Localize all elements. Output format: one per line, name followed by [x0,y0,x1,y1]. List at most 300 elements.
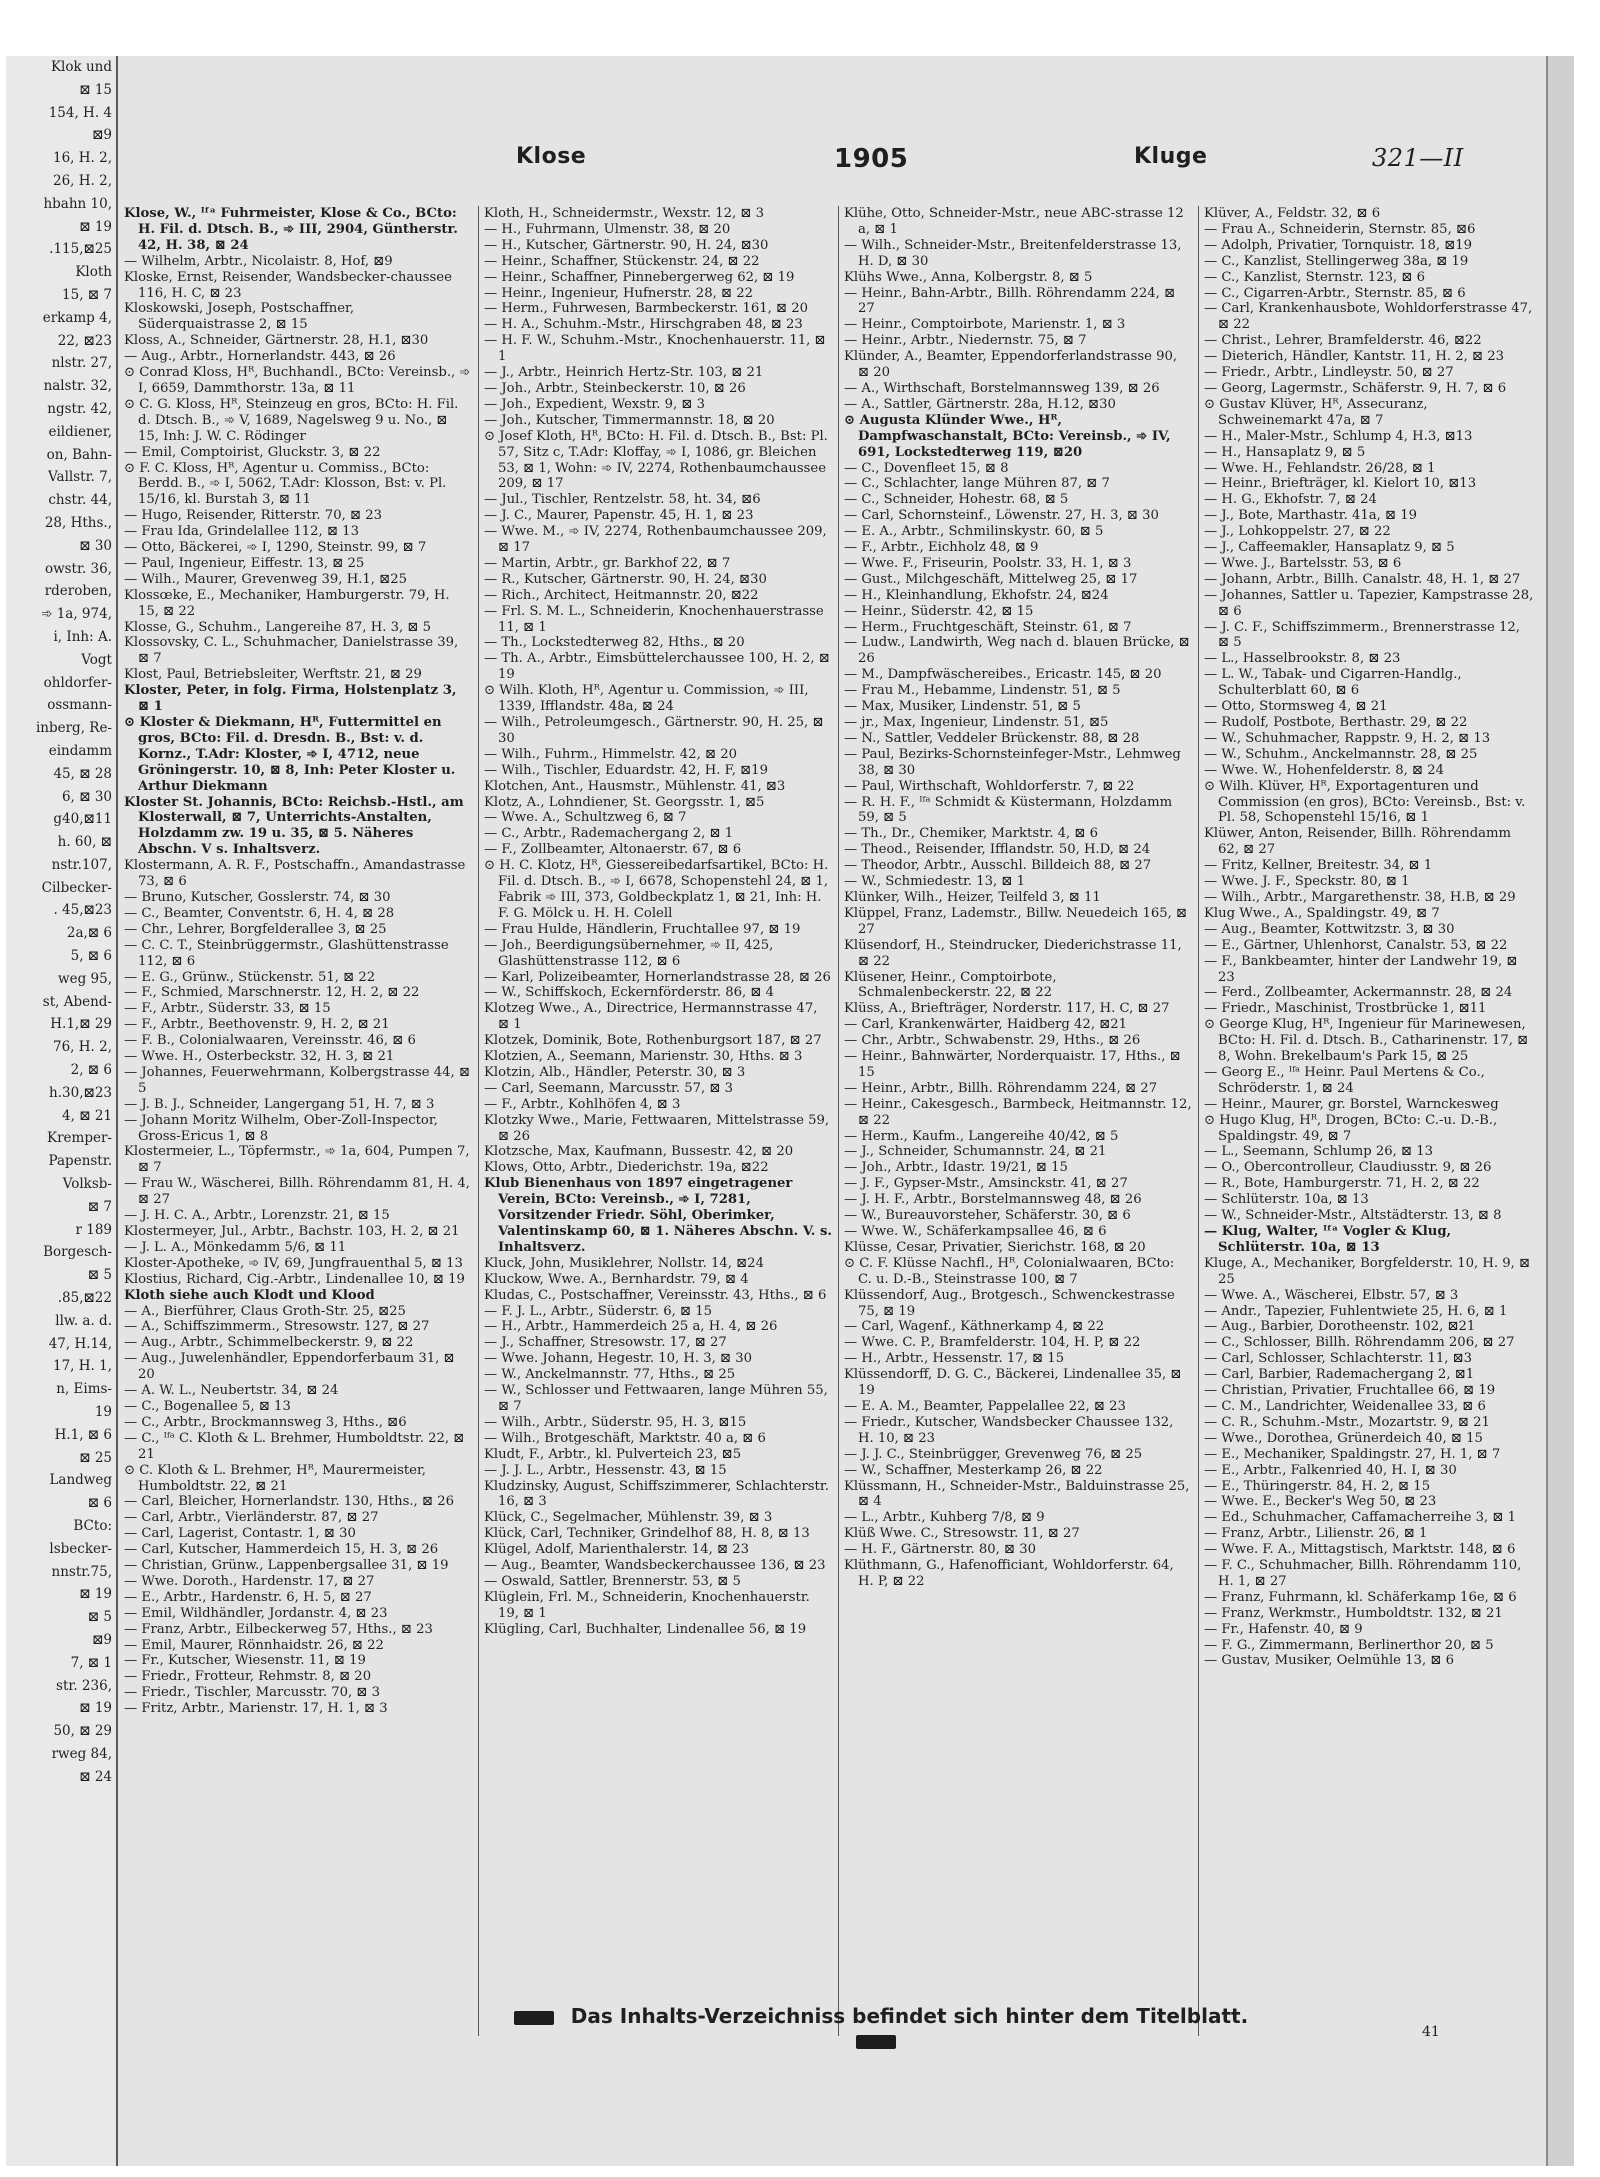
gutter-fragment: rderoben, [44,583,112,600]
gutter-fragment: 2a,⊠ 6 [66,925,112,942]
gutter-fragment: i, Inh: A. [53,628,112,645]
gutter-fragment: ohldorfer- [43,674,112,691]
directory-entry: — Wilhelm, Arbtr., Nicolaistr. 8, Hof, ⊠9 [124,253,393,269]
directory-entry: — Heinr., Arbtr., Niedernstr. 75, ⊠ 7 [844,333,1087,349]
directory-entry: — Heinr., Arbtr., Billh. Röhrendamm 224, ⊠ 27 [844,1080,1158,1096]
gutter-fragment: Kloth [75,264,112,281]
directory-entry: — Th., Lockstedterweg 82, Hths., ⊠ 20 [484,635,745,651]
directory-entry: — Heinr., Comptoirbote, Marienstr. 1, ⊠ 3 [844,317,1126,333]
gutter-fragment: H.1, ⊠ 6 [54,1426,112,1443]
gutter-fragment: st, Abend- [42,993,112,1010]
directory-entry: Klotzek, Dominik, Bote, Rothenburgsort 187, ⊠ 27 [484,1033,822,1049]
gutter-fragment: nstr.107, [51,856,112,873]
gutter-fragment: 2, ⊠ 6 [70,1062,112,1079]
directory-entry: ⊙ Wilh. Kloth, Hᴿ, Agentur u. Commission, ➾ III, 1339, Ifflandstr. 48a, ⊠ 24 [484,683,809,715]
directory-entry: Klühe, Otto, Schneider-Mstr., neue ABC-strasse 12 a, ⊠ 1 [844,206,1184,237]
directory-entry: Klost, Paul, Betriebsleiter, Werftstr. 21, ⊠ 29 [124,667,422,683]
directory-entry: — Wwe. J. F., Speckstr. 80, ⊠ 1 [1204,874,1410,890]
directory-entry: — Wwe. F., Friseurin, Poolstr. 33, H. 1, ⊠ 3 [844,555,1132,571]
footer-note [476,2004,1276,2052]
directory-entry: Klüssendorf, Aug., Brotgesch., Schwenckestrasse 75, ⊠ 19 [844,1287,1175,1319]
directory-entry: — Aug., Arbtr., Hornerlandstr. 443, ⊠ 26 [124,349,396,365]
directory-entry: Klügling, Carl, Buchhalter, Lindenallee 56, ⊠ 19 [484,1621,807,1637]
directory-entry: — F., Arbtr., Beethovenstr. 9, H. 2, ⊠ 21 [124,1017,390,1033]
directory-entry: Kloske, Ernst, Reisender, Wandsbecker-chaussee 116, H. C, ⊠ 23 [124,269,452,301]
directory-entry: — Oswald, Sattler, Brennerstr. 53, ⊠ 5 [484,1573,741,1589]
directory-entry: — H., Kutscher, Gärtnerstr. 90, H. 24, ⊠30 [484,237,769,253]
directory-entry: — Johann, Arbtr., Billh. Canalstr. 48, H. 1, ⊠ 27 [1204,571,1521,587]
directory-entry: — Wilh., Schneider-Mstr., Breitenfelderstrasse 13, H. D, ⊠ 30 [844,237,1182,269]
directory-entry: — Wwe. H., Fehlandstr. 26/28, ⊠ 1 [1204,460,1436,476]
directory-entry: Klossovsky, C. L., Schuhmacher, Danielstrasse 39, ⊠ 7 [124,635,459,667]
directory-entry: Klüssmann, H., Schneider-Mstr., Balduinstrasse 25, ⊠ 4 [844,1478,1190,1510]
directory-entry: — C., Dovenfleet 15, ⊠ 8 [844,460,1009,476]
gutter-fragment: .85,⊠22 [57,1290,112,1307]
directory-entry: Klüsendorf, H., Steindrucker, Diederichstrasse 11, ⊠ 22 [844,937,1182,969]
pointing-hand-icon [856,2035,896,2049]
directory-entry: — Frau W., Wäscherei, Billh. Röhrendamm 81, H. 4, ⊠ 27 [124,1176,470,1208]
directory-entry: — Th., Dr., Chemiker, Marktstr. 4, ⊠ 6 [844,826,1099,842]
directory-entry: — W., Schmiedestr. 13, ⊠ 1 [844,874,1025,890]
directory-entry: — J. H. F., Arbtr., Borstelmannsweg 48, ⊠ 26 [844,1192,1142,1208]
directory-entry: — Franz, Werkmstr., Humboldtstr. 132, ⊠ 21 [1204,1605,1503,1621]
directory-entry: — C., Arbtr., Rademachergang 2, ⊠ 1 [484,826,734,842]
directory-entry: — C., Bogenallee 5, ⊠ 13 [124,1398,291,1414]
directory-entry: — L. W., Tabak- und Cigarren-Handlg., Schulterblatt 60, ⊠ 6 [1204,667,1462,699]
directory-entry: Klostermann, A. R. F., Postschaffn., Amandastrasse 73, ⊠ 6 [124,858,466,890]
directory-entry: — C., Kanzlist, Sternstr. 123, ⊠ 6 [1204,269,1426,285]
directory-entry: — Wwe., Dorothea, Grünerdeich 40, ⊠ 15 [1204,1430,1483,1446]
gutter-fragment: ⊠ 24 [79,1768,112,1785]
gutter-fragment: ngstr. 42, [47,400,112,417]
directory-entry: Kloster St. Johannis, BCto: Reichsb.-Hstl., am Klosterwall, ⊠ 7, Unterrichts-Anstalten, Holzdamm zw. 19 u. 35, ⊠ 5. Näheres Abschn. V s. Inhaltsverz. [124,794,464,858]
directory-entry: — F. B., Colonialwaaren, Vereinsstr. 46, ⊠ 6 [124,1033,416,1049]
gutter-fragment: 4, ⊠ 21 [62,1107,112,1124]
gutter-fragment: .115,⊠25 [49,241,112,258]
directory-entry: — J. F., Gypser-Mstr., Amsinckstr. 41, ⊠ 27 [844,1176,1128,1192]
gutter-fragment: nlstr. 27, [51,355,112,372]
directory-entry: — Aug., Arbtr., Schimmelbeckerstr. 9, ⊠ 22 [124,1335,414,1351]
directory-entry: — Wilh., Arbtr., Margarethenstr. 38, H.B, ⊠ 29 [1204,889,1516,905]
directory-entry: — J., Schneider, Schumannstr. 24, ⊠ 21 [844,1144,1107,1160]
gutter-fragment: 7, ⊠ 1 [70,1654,112,1671]
directory-entry: Kludas, C., Postschaffner, Vereinsstr. 43, Hths., ⊠ 6 [484,1287,827,1303]
directory-entry: — Herm., Fruchtgeschäft, Steinstr. 61, ⊠ 7 [844,619,1132,635]
directory-entry: — C., Schlosser, Billh. Röhrendamm 206, ⊠ 27 [1204,1335,1515,1351]
directory-entry: Klügel, Adolf, Marienthalerstr. 14, ⊠ 23 [484,1542,749,1558]
directory-entry: — Wilh., Brotgeschäft, Marktstr. 40 a, ⊠ 6 [484,1430,766,1446]
directory-entry: — Carl, Lagerist, Contastr. 1, ⊠ 30 [124,1526,356,1542]
directory-entry: — H., Maler-Mstr., Schlump 4, H.3, ⊠13 [1204,428,1473,444]
directory-entry: — Schlüterstr. 10a, ⊠ 13 [1204,1192,1369,1208]
directory-entry: — J., Lohkoppelstr. 27, ⊠ 22 [1204,524,1391,540]
gutter-fragment: Borgesch- [43,1244,112,1261]
directory-entry: — A., Bierführer, Claus Groth-Str. 25, ⊠25 [124,1303,406,1319]
directory-entry: — Friedr., Maschinist, Trostbrücke 1, ⊠11 [1204,1001,1487,1017]
gutter-fragment: 26, H. 2, [53,172,112,189]
directory-entry: Klühs Wwe., Anna, Kolbergstr. 8, ⊠ 5 [844,269,1093,285]
gutter-fragment: 47, H.14, [48,1335,112,1352]
gutter-fragment: 76, H. 2, [53,1039,112,1056]
gutter-fragment: Vogt [81,651,112,668]
directory-entry: — Wwe. W., Schäferkampsallee 46, ⊠ 6 [844,1224,1107,1239]
gutter-fragment: on, Bahn- [46,446,112,463]
gutter-fragment: ⊠ 15 [79,81,112,98]
directory-column-4 [1204,206,1534,2036]
gutter-fragment: ⊠9 [92,127,112,144]
directory-entry: — H. F. W., Schuhm.-Mstr., Knochenhauerstr. 11, ⊠ 1 [484,333,826,365]
directory-entry: — M., Dampfwäschereibes., Ericastr. 145, ⊠ 20 [844,667,1162,683]
directory-entry: — Johannes, Sattler u. Tapezier, Kampstrasse 28, ⊠ 6 [1204,587,1534,619]
directory-entry: — W., Schaffner, Mesterkamp 26, ⊠ 22 [844,1462,1103,1478]
directory-entry: — E. A., Arbtr., Schmilinskystr. 60, ⊠ 5 [844,524,1104,540]
directory-entry: — H., Arbtr., Hammerdeich 25 a, H. 4, ⊠ 26 [484,1319,778,1335]
gutter-fragment: ⊠ 5 [87,1267,112,1284]
gutter-fragment: ⊠ 30 [79,537,112,554]
directory-entry: — Wilh., Tischler, Eduardstr. 42, H. F, ⊠19 [484,762,768,778]
directory-entry: — Wwe. W., Hohenfelderstr. 8, ⊠ 24 [1204,762,1445,778]
gutter-fragment: ⊠9 [92,1631,112,1648]
gutter-fragment: 17, H. 1, [53,1358,112,1375]
directory-entry: — Wwe. A., Schultzweg 6, ⊠ 7 [484,810,687,826]
footer-number: 41 [1422,2024,1440,2040]
directory-entry: — Emil, Comptoirist, Gluckstr. 3, ⊠ 22 [124,444,381,460]
directory-entry: — E. G., Grünw., Stückenstr. 51, ⊠ 22 [124,969,376,985]
gutter-fragment: eindamm [48,742,112,759]
directory-entry: — Heinr., Bahn-Arbtr., Billh. Röhrendamm 224, ⊠ 27 [844,285,1176,317]
gutter-fragment: owstr. 36, [44,560,112,577]
directory-entry: Klostermeyer, Jul., Arbtr., Bachstr. 103, H. 2, ⊠ 21 [124,1224,460,1239]
directory-entry: — Friedr., Kutscher, Wandsbecker Chaussee 132, H. 10, ⊠ 23 [844,1414,1174,1446]
directory-entry: — Frau Hulde, Händlerin, Fruchtallee 97, ⊠ 19 [484,921,801,937]
gutter-fragment: 154, H. 4 [48,104,112,121]
gutter-fragment: 28, Hths., [44,514,112,531]
directory-entry: Kloth, H., Schneidermstr., Wexstr. 12, ⊠ 3 [484,206,765,221]
directory-entry: — Adolph, Privatier, Tornquistr. 18, ⊠19 [1204,237,1473,253]
directory-entry: — Wilh., Maurer, Grevenweg 39, H.1, ⊠25 [124,571,407,587]
directory-entry: — F., Zollbeamter, Altonaerstr. 67, ⊠ 6 [484,842,742,858]
directory-entry: — R., Kutscher, Gärtnerstr. 90, H. 24, ⊠30 [484,571,767,587]
directory-entry: — A., Wirthschaft, Borstelmannsweg 139, ⊠ 26 [844,380,1160,396]
directory-entry: — Chr., Arbtr., Schwabenstr. 29, Hths., ⊠ 26 [844,1033,1141,1049]
gutter-fragment: chstr. 44, [48,492,112,509]
gutter-fragment: 15, ⊠ 7 [62,286,112,303]
directory-entry: Klossœke, E., Mechaniker, Hamburgerstr. 79, H. 15, ⊠ 22 [124,587,450,619]
directory-entry: — Dieterich, Händler, Kantstr. 11, H. 2, ⊠ 23 [1204,349,1505,365]
directory-entry: — J., Bote, Marthastr. 41a, ⊠ 19 [1204,508,1418,524]
directory-entry: Klück, Carl, Techniker, Grindelhof 88, H. 8, ⊠ 13 [484,1526,810,1542]
column-divider [1198,206,1199,2036]
directory-entry: — R., Bote, Hamburgerstr. 71, H. 2, ⊠ 22 [1204,1176,1480,1192]
directory-entry: — C., Schneider, Hohestr. 68, ⊠ 5 [844,492,1069,508]
directory-entry: — W., Bureauvorsteher, Schäferstr. 30, ⊠ 6 [844,1208,1131,1224]
directory-entry: — Otto, Stormsweg 4, ⊠ 21 [1204,699,1388,715]
directory-entry: Klotzky Wwe., Marie, Fettwaaren, Mittelstrasse 59, ⊠ 26 [484,1112,830,1144]
directory-entry: — E., Arbtr., Falkenried 40, H. I, ⊠ 30 [1204,1462,1457,1478]
gutter-fragment: ⊠ 19 [79,1700,112,1717]
directory-entry: — Paul, Wirthschaft, Wohldorferstr. 7, ⊠ 22 [844,778,1135,794]
directory-entry: — Jul., Tischler, Rentzelstr. 58, ht. 34, ⊠6 [484,492,761,508]
directory-entry: — C. R., Schuhm.-Mstr., Mozartstr. 9, ⊠ 21 [1204,1414,1490,1430]
directory-entry: — F., Arbtr., Eichholz 48, ⊠ 9 [844,540,1039,556]
directory-entry: — W., Schneider-Mstr., Altstädterstr. 13, ⊠ 8 [1204,1208,1502,1224]
directory-entry: — C. M., Landrichter, Weidenallee 33, ⊠ 6 [1204,1398,1486,1414]
directory-entry: — Wilh., Arbtr., Süderstr. 95, H. 3, ⊠15 [484,1414,747,1430]
directory-entry: Kluck, John, Musiklehrer, Nollstr. 14, ⊠24 [484,1255,764,1271]
gutter-fragment: 19 [94,1404,112,1421]
directory-entry: — H., Fuhrmann, Ulmenstr. 38, ⊠ 20 [484,221,731,237]
gutter-fragment: inberg, Re- [35,720,112,737]
directory-entry: — Franz, Arbtr., Eilbeckerweg 57, Hths., ⊠ 23 [124,1621,433,1637]
directory-entry: — Fr., Hafenstr. 40, ⊠ 9 [1204,1621,1363,1637]
directory-entry: — L., Hasselbrookstr. 8, ⊠ 23 [1204,651,1401,667]
directory-entry: Klose, W., ᴵᶠᵃ Fuhrmeister, Klose & Co., BCto: H. Fil. d. Dtsch. B., ➾ III, 2904, Güntherstr. 42, H. 38, ⊠ 24 [124,206,458,253]
gutter-fragment: ⊠ 7 [87,1198,112,1215]
directory-entry: — Theodor, Arbtr., Ausschl. Billdeich 88, ⊠ 27 [844,858,1152,874]
directory-entry: — W., Schlosser und Fettwaaren, lange Mühren 55, ⊠ 7 [484,1383,828,1414]
directory-entry: — Carl, Barbier, Rademachergang 2, ⊠1 [1204,1367,1475,1383]
directory-entry: ⊙ H. C. Klotz, Hᴿ, Giessereibedarfsartikel, BCto: H. Fil. d. Dtsch. B., ➾ I, 6678, Schopenstehl 24, ⊠ 1, Fabrik ➾ III, 373, Goldbeckplatz 1, ⊠ 21, Inh: H. F. G. Mölck u. H. H. Colell [484,858,829,921]
directory-entry: — Andr., Tapezier, Fuhlentwiete 25, H. 6, ⊠ 1 [1204,1303,1508,1319]
directory-entry: — E., Thüringerstr. 84, H. 2, ⊠ 15 [1204,1478,1431,1494]
directory-entry: — Wwe. A., Wäscherei, Elbstr. 57, ⊠ 3 [1204,1287,1459,1303]
directory-entry: — J. C. F., Schiffszimmerm., Brennerstrasse 12, ⊠ 5 [1204,619,1520,651]
directory-entry: Kluge, A., Mechaniker, Borgfelderstr. 10, H. 9, ⊠ 25 [1204,1255,1531,1287]
directory-entry: — Herm., Kaufm., Langereihe 40/42, ⊠ 5 [844,1128,1119,1144]
gutter-fragment: erkamp 4, [42,309,112,326]
directory-entry: Klotz, A., Lohndiener, St. Georgsstr. 1, ⊠5 [484,794,765,810]
directory-entry: — J., Schaffner, Stresowstr. 17, ⊠ 27 [484,1335,727,1351]
gutter-fragment: n, Eims- [56,1381,112,1398]
directory-entry: Klüthmann, G., Hafenofficiant, Wohldorferstr. 64, H. P, ⊠ 22 [844,1558,1174,1589]
directory-entry: Kludzinsky, August, Schiffszimmerer, Schlachterstr. 16, ⊠ 3 [484,1478,829,1510]
directory-entry: ⊙ Wilh. Klüver, Hᴿ, Exportagenturen und Commission (en gros), BCto: Vereinsb., Bst: v. Pl. 58, Schopenstehl 15/16, ⊠ 1 [1204,778,1526,826]
directory-entry: — Carl, Kutscher, Hammerdeich 15, H. 3, ⊠ 26 [124,1542,439,1558]
directory-entry: — Wwe. F. A., Mittagstisch, Marktstr. 148, ⊠ 6 [1204,1542,1516,1558]
directory-entry: — J. C., Maurer, Papenstr. 45, H. 1, ⊠ 23 [484,508,754,524]
directory-entry: Klotzsche, Max, Kaufmann, Bussestr. 42, ⊠ 20 [484,1144,794,1160]
directory-entry: — Carl, Krankenhausbote, Wohldorferstrasse 47, ⊠ 22 [1204,301,1533,333]
directory-entry: Klotzin, Alb., Händler, Peterstr. 30, ⊠ 3 [484,1064,746,1080]
directory-entry: — C., Kanzlist, Stellingerweg 38a, ⊠ 19 [1204,253,1469,269]
directory-entry: Klüß Wwe. C., Stresowstr. 11, ⊠ 27 [844,1526,1080,1542]
gutter-fragment: . 45,⊠23 [53,902,112,919]
directory-entry: Klüssendorff, D. G. C., Bäckerei, Lindenallee 35, ⊠ 19 [844,1367,1182,1399]
directory-entry: — Th. A., Arbtr., Eimsbüttelerchaussee 100, H. 2, ⊠ 19 [484,651,830,683]
directory-entry: — F. J. L., Arbtr., Süderstr. 6, ⊠ 15 [484,1303,713,1319]
gutter-fragment: nnstr.75, [51,1563,112,1580]
directory-entry: ⊙ C. Kloth & L. Brehmer, Hᴿ, Maurermeister, Humboldtstr. 22, ⊠ 21 [124,1462,427,1494]
gutter-fragment: 45, ⊠ 28 [53,765,112,782]
gutter-fragment: Cilbecker- [41,879,112,896]
directory-entry: — Herm., Fuhrwesen, Barmbeckerstr. 161, ⊠ 20 [484,301,809,317]
directory-entry: Klostermeier, L., Töpfermstr., ➾ 1a, 604, Pumpen 7, ⊠ 7 [124,1144,470,1176]
gutter-fragment: rweg 84, [51,1745,112,1762]
directory-entry: — W., Schuhm., Anckelmannstr. 28, ⊠ 25 [1204,746,1478,762]
gutter-fragment: Vallstr. 7, [48,469,112,486]
directory-entry: — Joh., Expedient, Wexstr. 9, ⊠ 3 [484,396,706,412]
directory-entry: — Friedr., Tischler, Marcusstr. 70, ⊠ 3 [124,1685,381,1701]
directory-entry: — Rich., Architect, Heitmannstr. 20, ⊠22 [484,587,759,603]
directory-entry: — Carl, Seemann, Marcusstr. 57, ⊠ 3 [484,1080,734,1096]
gutter-fragment: hbahn 10, [43,195,112,212]
directory-column-2 [484,206,832,2036]
directory-entry: — Martin, Arbtr., gr. Barkhof 22, ⊠ 7 [484,555,731,571]
directory-entry: — E., Arbtr., Hardenstr. 6, H. 5, ⊠ 27 [124,1589,372,1605]
gutter-fragment: 50, ⊠ 29 [53,1723,112,1740]
directory-entry: — Johann Moritz Wilhelm, Ober-Zoll-Inspector, Gross-Ericus 1, ⊠ 8 [124,1112,438,1144]
directory-entry: — Joh., Beerdigungsübernehmer, ➾ II, 425, Glashüttenstrasse 112, ⊠ 6 [484,937,774,969]
directory-entry: — Frl. S. M. L., Schneiderin, Knochenhauerstrasse 11, ⊠ 1 [484,603,824,635]
gutter-fragment: Klok und [50,59,112,75]
directory-entry: — O., Obercontrolleur, Claudiusstr. 9, ⊠ 26 [1204,1160,1492,1176]
gutter-fragment: H.1,⊠ 29 [50,1016,112,1033]
directory-entry: — Carl, Schornsteinf., Löwenstr. 27, H. 3, ⊠ 30 [844,508,1159,524]
directory-entry: — Fritz, Kellner, Breitestr. 34, ⊠ 1 [1204,858,1433,874]
directory-entry: — Heinr., Cakesgesch., Barmbeck, Heitmannstr. 12, ⊠ 22 [844,1096,1192,1128]
directory-entry: Klosse, G., Schuhm., Langereihe 87, H. 3, ⊠ 5 [124,619,431,635]
directory-entry: — Wwe. M., ➾ IV, 2274, Rothenbaumchaussee 209, ⊠ 17 [484,524,827,556]
directory-entry: — F., Arbtr., Süderstr. 33, ⊠ 15 [124,1001,331,1017]
directory-entry: Klotzeg Wwe., A., Directrice, Hermannstrasse 47, ⊠ 1 [484,1001,818,1033]
page-edge [1546,56,1574,2166]
directory-entry: — Wwe. Johann, Hegestr. 10, H. 3, ⊠ 30 [484,1351,753,1367]
directory-entry: — Paul, Bezirks-Schornsteinfeger-Mstr., Lehmweg 38, ⊠ 30 [844,746,1181,778]
directory-entry: — Franz, Arbtr., Lilienstr. 26, ⊠ 1 [1204,1526,1428,1542]
directory-entry: ⊙ Kloster & Diekmann, Hᴿ, Futtermittel en gros, BCto: Fil. d. Dresdn. B., Bst: v. d. Kornz., T.Adr: Kloster, ➾ I, 4712, neue Gröningerstr. 10, ⊠ 8, Inh: Peter Kloster u. Arthur Diekmann [124,715,456,794]
directory-entry: Klotchen, Ant., Hausmstr., Mühlenstr. 41, ⊠3 [484,778,786,794]
directory-entry: ⊙ C. F. Klüsse Nachfl., Hᴿ, Colonialwaaren, BCto: C. u. D.-B., Steinstrasse 100, ⊠ 7 [844,1255,1175,1287]
directory-entry: Klug Wwe., A., Spaldingstr. 49, ⊠ 7 [1204,905,1440,921]
directory-entry: — E., Mechaniker, Spaldingstr. 27, H. 1, ⊠ 7 [1204,1446,1501,1462]
header-right-keyword: Kluge [1134,144,1208,169]
gutter-fragment: r 189 [75,1221,112,1238]
gutter-fragment: weg 95, [58,970,112,987]
directory-entry: Klünker, Wilh., Heizer, Teilfeld 3, ⊠ 11 [844,889,1101,905]
directory-entry: — C., ᴵᶠᵃ C. Kloth & L. Brehmer, Humboldtstr. 22, ⊠ 21 [124,1430,465,1462]
directory-entry: — Heinr., Bahnwärter, Norderquaistr. 17, Hths., ⊠ 15 [844,1049,1181,1080]
gutter-fragment: ➾ 1a, 974, [41,606,112,623]
directory-entry: — Max, Musiker, Lindenstr. 51, ⊠ 5 [844,699,1081,715]
directory-entry: Kludt, F., Arbtr., kl. Pulverteich 23, ⊠5 [484,1446,742,1462]
directory-entry: — Wwe. E., Becker's Weg 50, ⊠ 23 [1204,1494,1437,1510]
directory-column-3 [844,206,1192,2036]
gutter-fragment: Volksb- [62,1176,112,1193]
directory-entry: — J. L. A., Mönkedamm 5/6, ⊠ 11 [124,1239,347,1255]
directory-entry: Klostius, Richard, Cig.-Arbtr., Lindenallee 10, ⊠ 19 [124,1271,465,1287]
directory-entry: — Wwe. J., Bartelsstr. 53, ⊠ 6 [1204,555,1402,571]
directory-entry: — Wwe. Doroth., Hardenstr. 17, ⊠ 27 [124,1573,375,1589]
directory-entry: — J. J. C., Steinbrügger, Grevenweg 76, ⊠ 25 [844,1446,1143,1462]
directory-entry: — Heinr., Briefträger, kl. Kielort 10, ⊠13 [1204,476,1477,492]
directory-entry: — Bruno, Kutscher, Gosslerstr. 74, ⊠ 30 [124,889,391,905]
pointing-hand-icon [514,2011,554,2025]
directory-entry: — Gust., Milchgeschäft, Mittelweg 25, ⊠ 17 [844,571,1138,587]
directory-entry: — Ludw., Landwirth, Weg nach d. blauen Brücke, ⊠ 26 [844,635,1190,667]
directory-entry: — Karl, Polizeibeamter, Hornerlandstrasse 28, ⊠ 26 [484,969,831,985]
directory-entry: — C., Beamter, Conventstr. 6, H. 4, ⊠ 28 [124,905,395,921]
gutter-fragment: 6, ⊠ 30 [62,788,112,805]
directory-entry: Klünder, A., Beamter, Eppendorferlandstrasse 90, ⊠ 20 [844,349,1178,381]
header-left-keyword: Klose [516,144,587,169]
directory-entry: — C., Cigarren-Arbtr., Sternstr. 85, ⊠ 6 [1204,285,1466,301]
directory-entry: Klück, C., Segelmacher, Mühlenstr. 39, ⊠ 3 [484,1510,773,1526]
directory-entry: — Georg, Lagermstr., Schäferstr. 9, H. 7, ⊠ 6 [1204,380,1507,396]
directory-entry: — F. G., Zimmermann, Berlinerthor 20, ⊠ 5 [1204,1637,1494,1653]
directory-entry: Kloster, Peter, in folg. Firma, Holstenplatz 3, ⊠ 1 [124,683,457,715]
directory-entry: — Christ., Lehrer, Bramfelderstr. 46, ⊠22 [1204,333,1482,349]
directory-entry: — Wilh., Fuhrm., Himmelstr. 42, ⊠ 20 [484,746,737,762]
footer-text: Das Inhalts-Verzeichniss befindet sich hinter dem Titelblatt. [570,2004,1249,2028]
directory-entry: — Christian, Grünw., Lappenbergsallee 31, ⊠ 19 [124,1558,449,1574]
directory-entry: Kloss, A., Schneider, Gärtnerstr. 28, H.1, ⊠30 [124,333,429,349]
directory-entry: — A., Sattler, Gärtnerstr. 28a, H.12, ⊠30 [844,396,1116,412]
gutter-fragment: nalstr. 32, [43,378,112,395]
directory-entry: — J. B. J., Schneider, Langergang 51, H. 7, ⊠ 3 [124,1096,435,1112]
directory-entry: — L., Arbtr., Kuhberg 7/8, ⊠ 9 [844,1510,1045,1526]
directory-entry: — Wilh., Petroleumgesch., Gärtnerstr. 90, H. 25, ⊠ 30 [484,715,824,746]
directory-entry: Klüsse, Cesar, Privatier, Sierichstr. 168, ⊠ 20 [844,1239,1146,1255]
directory-entry: ⊙ Hugo Klug, Hᴿ, Drogen, BCto: C.-u. D.-B., Spaldingstr. 49, ⊠ 7 [1204,1112,1498,1144]
directory-entry: — N., Sattler, Veddeler Brückenstr. 88, ⊠ 28 [844,730,1140,746]
directory-entry: — Joh., Arbtr., Steinbeckerstr. 10, ⊠ 26 [484,380,746,396]
directory-entry: Klüglein, Frl. M., Schneiderin, Knochenhauerstr. 19, ⊠ 1 [484,1589,810,1621]
directory-entry: — Gustav, Musiker, Oelmühle 13, ⊠ 6 [1204,1653,1454,1669]
directory-entry: — Paul, Ingenieur, Eiffestr. 13, ⊠ 25 [124,555,365,571]
directory-entry: — Heinr., Süderstr. 42, ⊠ 15 [844,603,1034,619]
directory-entry: — Heinr., Maurer, gr. Borstel, Warnckesweg [1204,1096,1499,1112]
directory-entry: — Chr., Lehrer, Borgfelderallee 3, ⊠ 25 [124,921,387,937]
gutter-fragment: 5, ⊠ 6 [70,948,112,965]
directory-entry: — Carl, Krankenwärter, Haidberg 42, ⊠21 [844,1017,1128,1033]
directory-entry: — A., Schiffszimmerm., Stresowstr. 127, ⊠ 27 [124,1319,430,1335]
directory-entry: Klotzien, A., Seemann, Marienstr. 30, Hths. ⊠ 3 [484,1049,803,1065]
directory-entry: Klows, Otto, Arbtr., Diederichstr. 19a, ⊠22 [484,1160,769,1176]
directory-entry: — Johannes, Feuerwehrmann, Kolbergstrasse 44, ⊠ 5 [124,1064,470,1096]
directory-entry: ⊙ Gustav Klüver, Hᴿ, Assecuranz, Schweinemarkt 47a, ⊠ 7 [1204,396,1428,428]
directory-entry: — H. A., Schuhm.-Mstr., Hirschgraben 48, ⊠ 23 [484,317,803,333]
header-year: 1905 [834,144,909,174]
gutter-fragment: Landweg [49,1472,112,1489]
gutter-fragment: ⊠ 19 [79,218,112,235]
directory-entry: — H. G., Ekhofstr. 7, ⊠ 24 [1204,492,1377,508]
directory-entry: — Fr., Kutscher, Wiesenstr. 11, ⊠ 19 [124,1653,366,1669]
directory-entry: — F., Schmied, Marschnerstr. 12, H. 2, ⊠ 22 [124,985,420,1001]
gutter-fragment: str. 236, [56,1677,112,1694]
directory-entry: ⊙ Conrad Kloss, Hᴿ, Buchhandl., BCto: Vereinsb., ➾ I, 6659, Dammthorstr. 13a, ⊠ 11 [124,365,471,396]
directory-entry: — J., Arbtr., Heinrich Hertz-Str. 103, ⊠ 21 [484,365,764,381]
column-divider [478,206,479,2036]
directory-entry: — H., Kleinhandlung, Ekhofstr. 24, ⊠24 [844,587,1109,603]
gutter-fragment: h.30,⊠23 [49,1084,112,1101]
gutter-fragment: ⊠ 6 [87,1495,112,1512]
directory-entry: — Aug., Barbier, Dorotheenstr. 102, ⊠21 [1204,1319,1476,1335]
directory-entry: — C., Schlachter, lange Mühren 87, ⊠ 7 [844,476,1110,492]
directory-entry: — Hugo, Reisender, Ritterstr. 70, ⊠ 23 [124,508,382,524]
gutter-fragment: 16, H. 2, [53,150,112,167]
directory-entry: — F., Arbtr., Kohlhöfen 4, ⊠ 3 [484,1096,681,1112]
page-header [124,144,1544,184]
gutter-fragment: g40,⊠11 [53,811,112,828]
gutter-fragment: lsbecker- [49,1540,112,1557]
directory-entry: — Frau A., Schneiderin, Sternstr. 85, ⊠6 [1204,221,1476,237]
directory-entry: ⊙ F. C. Kloss, Hᴿ, Agentur u. Commiss., BCto: Berdd. B., ➾ I, 5062, T.Adr: Klosson, Bst: v. Pl. 15/16, kl. Burstah 3, ⊠ 11 [124,460,447,508]
column-divider [838,206,839,2036]
gutter-fragment: ⊠ 19 [79,1586,112,1603]
directory-entry: — F. C., Schuhmacher, Billh. Röhrendamm 110, H. 1, ⊠ 27 [1204,1558,1522,1589]
directory-entry: — Carl, Wagenf., Käthnerkamp 4, ⊠ 22 [844,1319,1105,1335]
directory-entry: — J. J. L., Arbtr., Hessenstr. 43, ⊠ 15 [484,1462,727,1478]
